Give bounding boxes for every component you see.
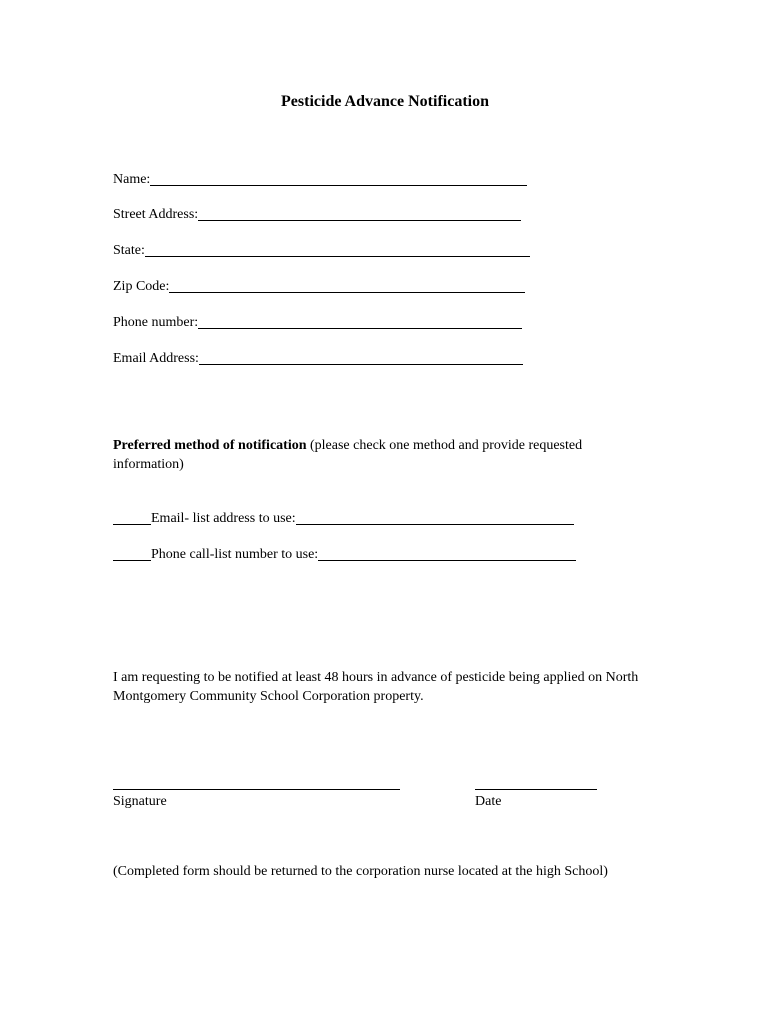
email-option[interactable] (113, 507, 574, 527)
email-option-label: Email- list address to use: (151, 511, 296, 526)
phone-call-list-input-line[interactable] (318, 546, 576, 561)
preferred-method-heading: Preferred method of notification (113, 438, 307, 453)
phone-option[interactable] (113, 543, 576, 563)
email-address-label: Email Address: (113, 351, 199, 366)
preferred-method-instructions: (please check one method and provide requested information) (113, 438, 583, 472)
footer-note: (Completed form should be returned to the corporation nurse located at the high School) (113, 864, 608, 879)
phone-option-checkbox-line[interactable] (113, 546, 151, 561)
phone-number-label: Phone number: (113, 315, 199, 330)
state-label: State: (113, 243, 145, 258)
name-label: Name: (113, 172, 151, 187)
email-list-address-input-line[interactable] (296, 510, 574, 525)
zip-code-input-line[interactable] (169, 278, 525, 293)
date-line[interactable] (475, 789, 597, 790)
name-field[interactable] (113, 168, 527, 188)
street-address-label: Street Address: (113, 207, 199, 222)
state-field[interactable] (113, 239, 530, 259)
zip-code-field[interactable] (113, 275, 525, 295)
street-address-input-line[interactable] (198, 206, 521, 221)
email-address-field[interactable] (113, 347, 523, 367)
zip-code-label: Zip Code: (113, 279, 170, 294)
phone-number-field[interactable] (113, 311, 522, 331)
page-title: Pesticide Advance Notification (281, 93, 489, 110)
email-address-input-line[interactable] (199, 350, 523, 365)
name-input-line[interactable] (150, 171, 527, 186)
preferred-method-paragraph (113, 436, 653, 474)
signature-label: Signature (113, 794, 167, 809)
street-address-field[interactable] (113, 203, 521, 223)
date-label: Date (475, 794, 502, 809)
phone-number-input-line[interactable] (198, 314, 522, 329)
email-option-checkbox-line[interactable] (113, 510, 151, 525)
request-statement: I am requesting to be notified at least 48 hours in advance of pesticide being applied on North Montgomery Community School Corporation property. (113, 670, 639, 704)
state-input-line[interactable] (145, 242, 530, 257)
phone-option-label: Phone call-list number to use: (151, 547, 319, 562)
signature-line[interactable] (113, 789, 400, 790)
